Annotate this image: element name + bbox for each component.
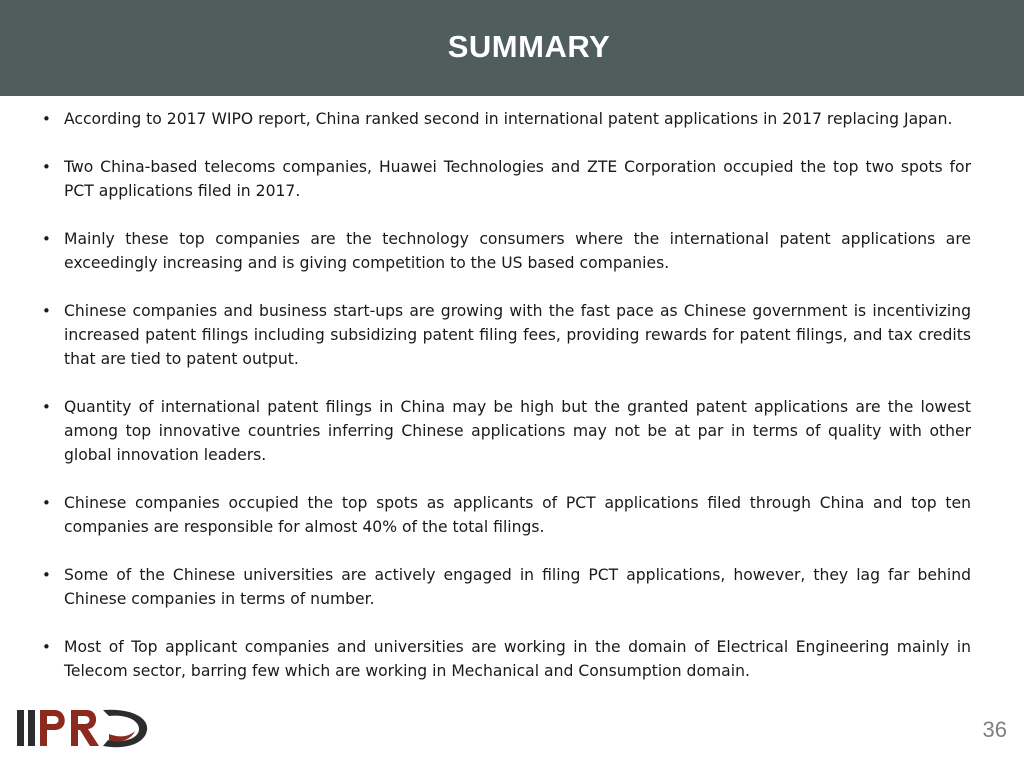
bullet-item [42, 227, 971, 275]
logo-letter-r [71, 710, 99, 746]
bullet-text: Chinese companies occupied the top spots as applicants of PCT applications filed through China and top ten companies are responsible for almost 40% of the total filings. [64, 494, 971, 536]
iiprd-logo [15, 704, 150, 752]
bullet-text: According to 2017 WIPO report, China ranked second in international patent applications in 2017 replacing Japan. [64, 110, 953, 128]
bullet-item [42, 491, 971, 539]
bullet-text: Two China-based telecoms companies, Huawei Technologies and ZTE Corporation occupied the top two spots for PCT applications filed in 2017. [64, 158, 971, 200]
bullet-text: Mainly these top companies are the technology consumers where the international patent applications are exceedingly increasing and is giving competition to the US based companies. [64, 230, 971, 272]
slide-title: SUMMARY [447, 29, 611, 64]
bullet-item [42, 635, 971, 683]
bullet-item [42, 299, 971, 371]
bullet-dot-icon: • [42, 638, 51, 656]
bullet-item [42, 107, 971, 131]
bullet-dot-icon: • [42, 302, 51, 320]
logo-letter-i1 [17, 710, 24, 746]
bullet-dot-icon: • [42, 566, 51, 584]
title-bar [0, 0, 1024, 96]
logo-letter-p [40, 710, 65, 746]
bullet-item [42, 155, 971, 203]
bullet-item [42, 563, 971, 611]
bullet-dot-icon: • [42, 398, 51, 416]
bullet-list [42, 107, 971, 707]
bullet-dot-icon: • [42, 494, 51, 512]
bullet-item [42, 395, 971, 467]
bullet-dot-icon: • [42, 158, 51, 176]
logo-letter-d [103, 710, 147, 748]
bullet-text: Chinese companies and business start-ups are growing with the fast pace as Chinese government is incentivizing increased patent filings including subsidizing patent filing fees, providing rewards for patent filings, and tax credits that are tied to patent output. [64, 302, 971, 368]
bullet-text: Some of the Chinese universities are actively engaged in filing PCT applications, however, they lag far behind Chinese companies in terms of number. [64, 566, 971, 608]
bullet-dot-icon: • [42, 110, 51, 128]
logo-letter-i2 [28, 710, 35, 746]
page-number: 36 [982, 717, 1007, 742]
bullet-dot-icon: • [42, 230, 51, 248]
bullet-text: Most of Top applicant companies and universities are working in the domain of Electrical Engineering mainly in Telecom sector, barring few which are working in Mechanical and Consumption domain. [64, 638, 971, 680]
bullet-text: Quantity of international patent filings in China may be high but the granted patent applications are the lowest among top innovative countries inferring Chinese applications may not be at par in terms of quality with other global innovation leaders. [64, 398, 971, 464]
